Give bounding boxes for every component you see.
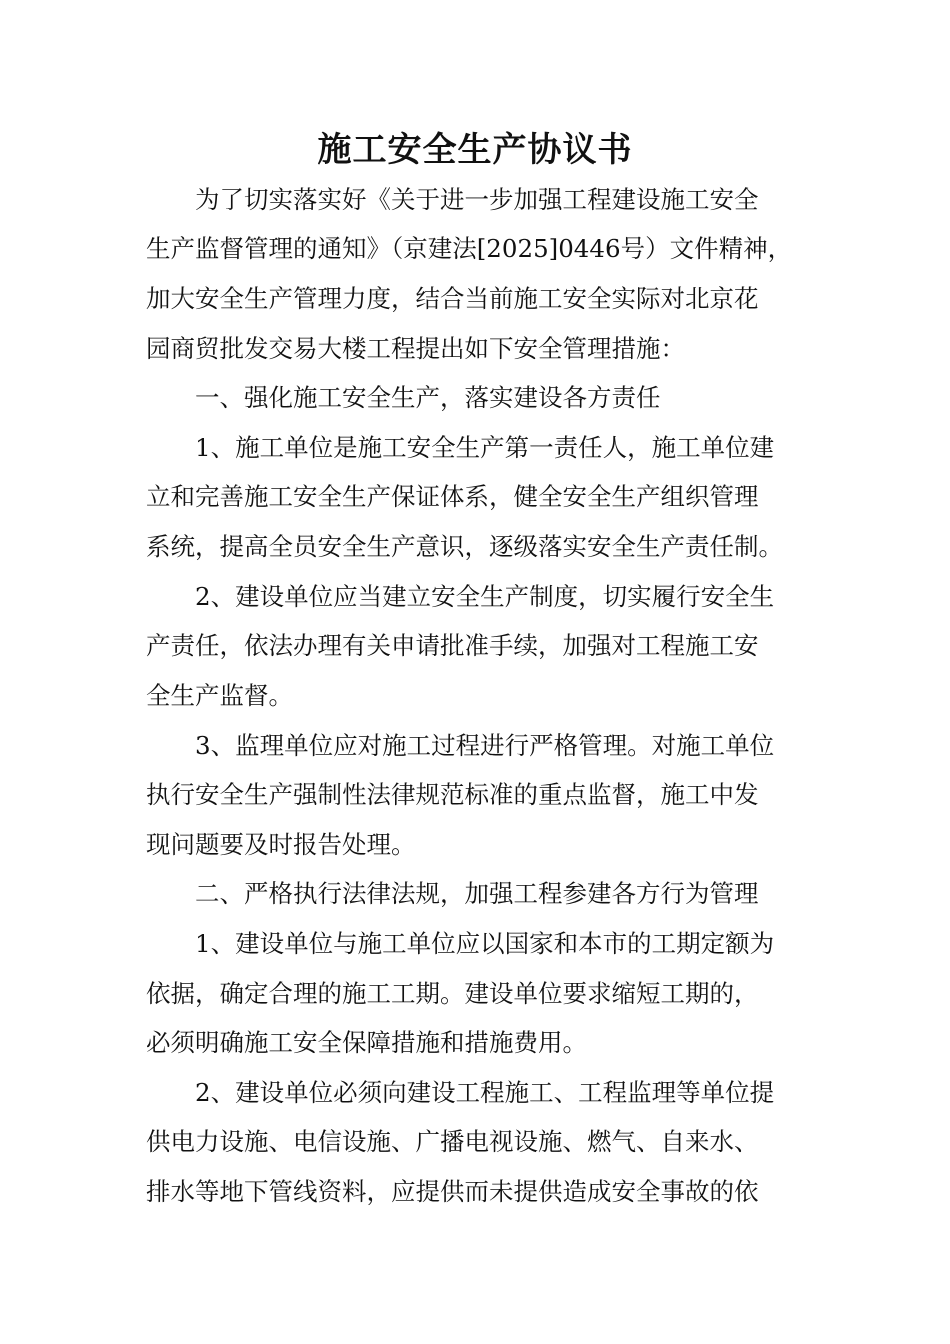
paragraph-line: 依据，确定合理的施工工期。建设单位要求缩短工期的， bbox=[146, 979, 759, 1008]
paragraph-line: 为了切实落实好《关于进一步加强工程建设施工安全 bbox=[195, 185, 759, 214]
paragraph-line: 2、建设单位应当建立安全生产制度，切实履行安全生 bbox=[195, 582, 775, 611]
paragraph-line: 立和完善施工安全生产保证体系，健全安全生产组织管理 bbox=[146, 482, 759, 511]
section-heading: 一、强化施工安全生产，落实建设各方责任 bbox=[195, 383, 661, 412]
paragraph-line: 加大安全生产管理力度，结合当前施工安全实际对北京花 bbox=[146, 284, 759, 313]
paragraph-line: 系统，提高全员安全生产意识，逐级落实安全生产责任制。 bbox=[146, 532, 783, 561]
paragraph-line: 必须明确施工安全保障措施和措施费用。 bbox=[146, 1028, 587, 1057]
paragraph-line: 排水等地下管线资料，应提供而未提供造成安全事故的依 bbox=[146, 1177, 759, 1206]
paragraph-line: 1、施工单位是施工安全生产第一责任人，施工单位建 bbox=[195, 433, 775, 462]
paragraph-line: 供电力设施、电信设施、广播电视设施、燃气、自来水、 bbox=[146, 1127, 759, 1156]
paragraph-line: 3、监理单位应对施工过程进行严格管理。对施工单位 bbox=[195, 731, 775, 760]
paragraph-line: 执行安全生产强制性法律规范标准的重点监督，施工中发 bbox=[146, 780, 759, 809]
document-title: 施工安全生产协议书 bbox=[317, 130, 633, 170]
paragraph-line: 生产监督管理的通知》（京建法[2025]0446号）文件精神， bbox=[146, 234, 793, 263]
paragraph-line: 2、建设单位必须向建设工程施工、工程监理等单位提 bbox=[195, 1078, 775, 1107]
paragraph-line: 现问题要及时报告处理。 bbox=[146, 830, 416, 859]
paragraph-line: 1、建设单位与施工单位应以国家和本市的工期定额为 bbox=[195, 929, 775, 958]
section-heading: 二、严格执行法律法规，加强工程参建各方行为管理 bbox=[195, 879, 759, 908]
paragraph-line: 全生产监督。 bbox=[146, 681, 293, 710]
paragraph-line: 产责任，依法办理有关申请批准手续，加强对工程施工安 bbox=[146, 631, 759, 660]
paragraph-line: 园商贸批发交易大楼工程提出如下安全管理措施： bbox=[146, 334, 685, 363]
